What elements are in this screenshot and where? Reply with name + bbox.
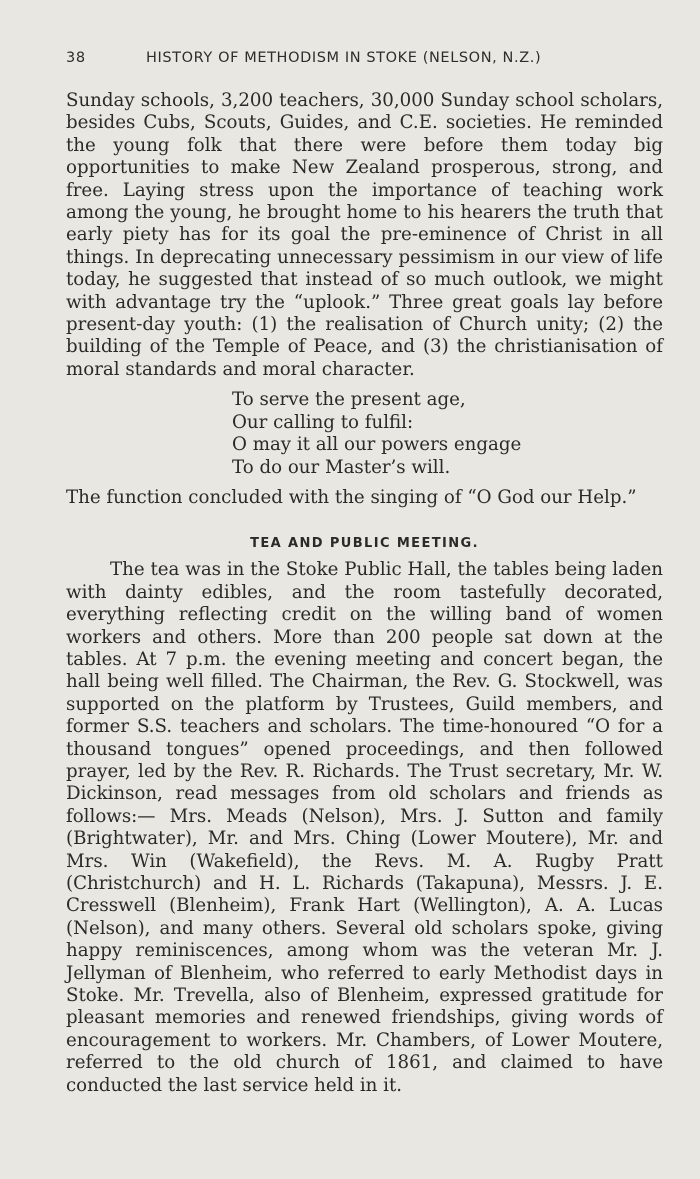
running-title: HISTORY OF METHODISM IN STOKE (NELSON, N.Z.) — [146, 50, 542, 66]
section-heading: TEA AND PUBLIC MEETING. — [250, 536, 479, 552]
closing-sentence: The function concluded with the singing of “O God our Help.” — [66, 486, 637, 508]
opening-paragraph: Sunday schools, 3,200 teachers, 30,000 Sunday school scholars, besides Cubs, Scouts, Guides, and C.E. societies. He reminded the young folk that there were before them today big opportunities to make New Zealand prosperous, strong, and free. Laying stress upon the importance of teaching work among the young, he brought home to his hearers the truth that early piety has for its goal the pre-eminence of Christ in all things. In deprecating unnecessary pessimism in our view of life today, he suggested that instead of so much outlook, we might with advantage try the “uplook.” Three great goals lay before present-day youth: (1) the realisation of Church unity; (2) the building of the Temple of Peace, and (3) the christianisation of moral standards and moral character. — [66, 90, 663, 380]
page-number: 38 — [66, 50, 86, 66]
verse-line: To serve the present age, — [232, 389, 466, 411]
verse-line: To do our Master’s will. — [232, 456, 451, 478]
hymn-verse — [232, 389, 663, 479]
running-head — [66, 50, 666, 72]
verse-line: Our calling to fulfil: — [232, 411, 414, 433]
body-text — [66, 90, 663, 1097]
verse-line: O may it all our powers engage — [232, 434, 522, 456]
section-paragraph: The tea was in the Stoke Public Hall, the tables being laden with dainty edibles, and the room tastefully decorated, everything reflecting credit on the willing band of women workers and others. More than 200 people sat down at the tables. At 7 p.m. the evening meeting and concert began, the hall being well filled. The Chairman, the Rev. G. Stockwell, was supported on the platform by Trustees, Guild members, and former S.S. teachers and scholars. The time-honoured “O for a thousand tongues” opened proceedings, and then followed prayer, led by the Rev. R. Richards. The Trust secretary, Mr. W. Dickinson, read messages from old scholars and friends as follows:— Mrs. Meads (Nelson), Mrs. J. Sutton and family (Brightwater), Mr. and Mrs. Ching (Lower Moutere), Mr. and Mrs. Win (Wakefield), the Revs. M. A. Rugby Pratt (Christchurch) and H. L. Richards (Takapuna), Messrs. J. E. Cresswell (Blenheim), Frank Hart (Wellington), A. A. Lucas (Nelson), and many others. Several old scholars spoke, giving happy reminiscences, among whom was the veteran Mr. J. Jellyman of Blenheim, who referred to early Methodist days in Stoke. Mr. Trevella, also of Blenheim, expressed gratitude for pleasant memories and renewed friendships, giving words of encouragement to workers. Mr. Chambers, of Lower Moutere, referred to the old church of 1861, and claimed to have conducted the last service held in it. — [66, 559, 663, 1096]
